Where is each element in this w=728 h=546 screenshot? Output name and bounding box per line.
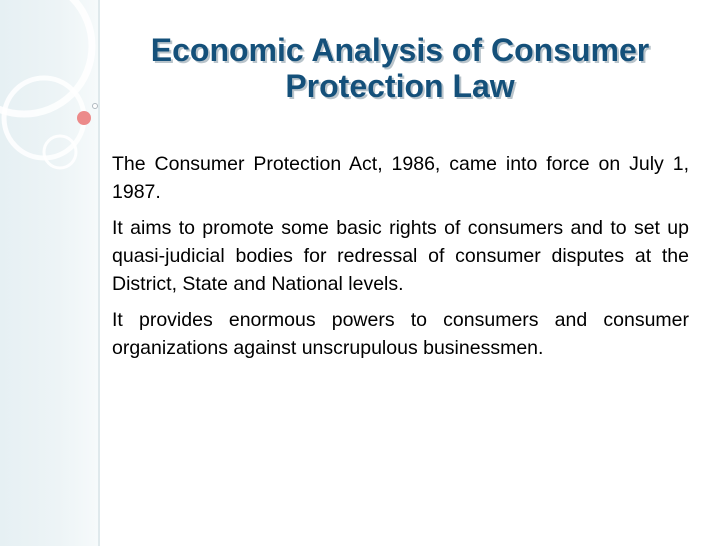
slide-body [112, 150, 689, 370]
paragraph-3: It provides enormous powers to consumers and consumer organizations against unscrupulous businessmen. [112, 309, 689, 359]
deco-tiny-dot [93, 104, 98, 109]
paragraph-1: The Consumer Protection Act, 1986, came into force on July 1, 1987. [112, 153, 689, 203]
deco-red-dot [77, 111, 91, 125]
slide-title [100, 32, 700, 104]
paragraph-2: It aims to promote some basic rights of consumers and to set up quasi-judicial bodies for redressal of consumer disputes at the District, State and National levels. [112, 217, 689, 295]
title-line-1: Economic Analysis of Consumer [150, 32, 650, 68]
title-line-2: Protection Law [285, 68, 515, 104]
